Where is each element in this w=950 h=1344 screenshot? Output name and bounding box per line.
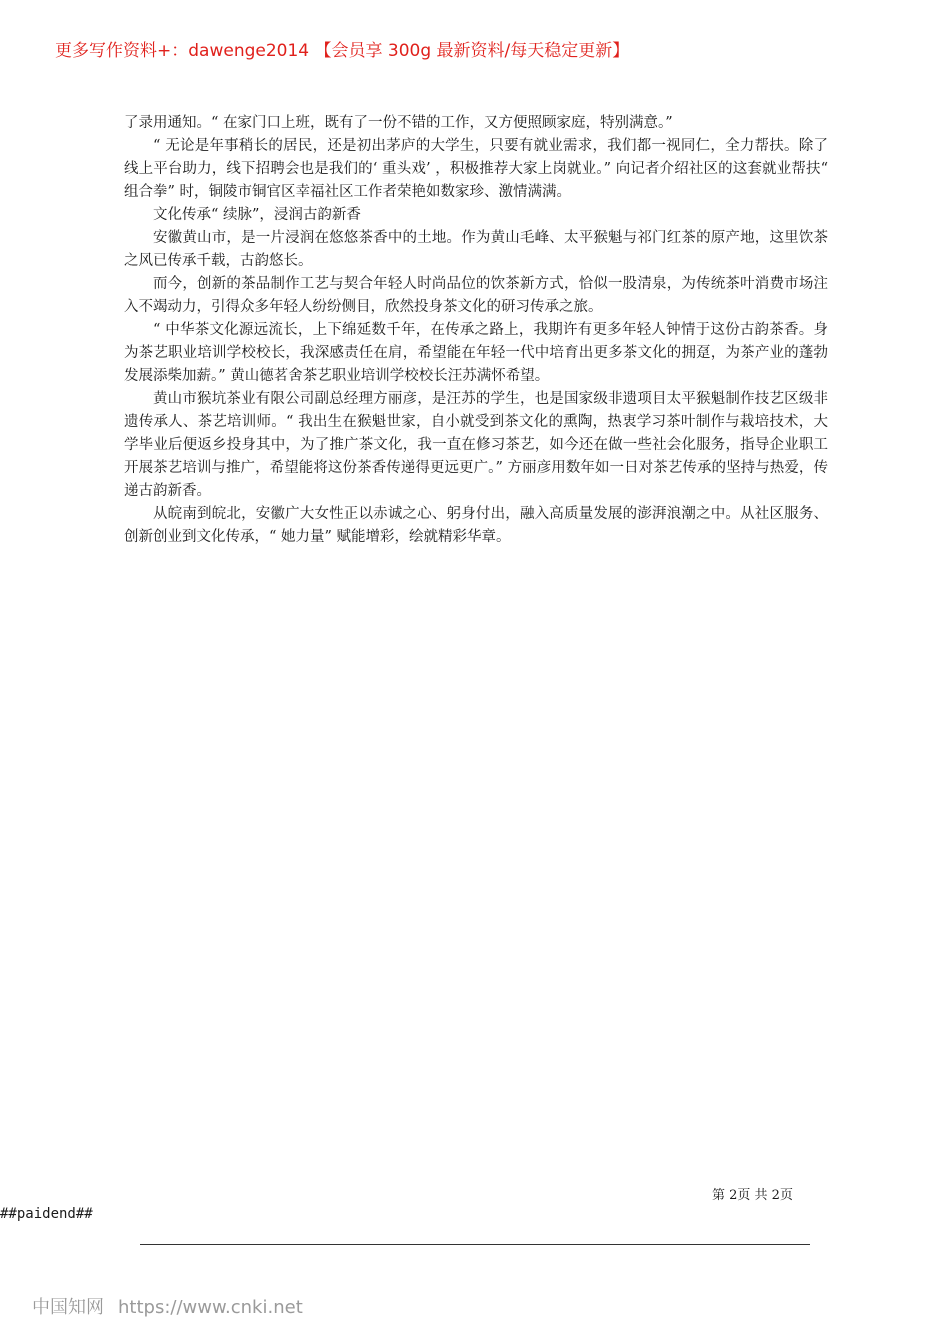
section-heading: 文化传承“ 续脉”，浸润古韵新香 [153, 207, 361, 223]
paid-end-marker: ##paidend## [0, 1206, 93, 1222]
article-paragraph: 而今，创新的茶品制作工艺与契合年轻人时尚品位的饮茶新方式，恰似一股清泉，为传统茶叶消费市场注入不竭动力，引得众多年轻人纷纷侧目，欣然投身茶文化的研习传承之旅。 [124, 276, 828, 315]
article-paragraph: “ 中华茶文化源远流长，上下绵延数千年，在传承之路上，我期许有更多年轻人钟情于这份古韵茶香。身为茶艺职业培训学校校长，我深感责任在肩，希望能在年轻一代中培育出更多茶文化的拥趸，为茶产业的蓬勃发展添柴加薪。” 黄山德茗舍茶艺职业培训学校校长汪苏满怀希望。 [124, 322, 828, 384]
article-paragraph: 从皖南到皖北，安徽广大女性正以赤诚之心、躬身付出，融入高质量发展的澎湃浪潮之中。从社区服务、创新创业到文化传承，“ 她力量” 赋能增彩，绘就精彩华章。 [124, 506, 828, 545]
article-paragraph: 黄山市猴坑茶业有限公司副总经理方丽彦，是汪苏的学生，也是国家级非遗项目太平猴魁制作技艺区级非遗传承人、茶艺培训师。“ 我出生在猴魁世家，自小就受到茶文化的熏陶，热衷学习茶叶制作与栽培技术，大学毕业后便返乡投身其中，为了推广茶文化，我一直在修习茶艺，如今还在做一些社会化服务，指导企业职工开展茶艺培训与推广，希望能将这份茶香传递得更远更广。” 方丽彦用数年如一日对茶艺传承的坚持与热爱，传递古韵新香。 [124, 391, 828, 499]
cnki-watermark [32, 1293, 303, 1319]
article-paragraph: 安徽黄山市，是一片浸润在悠悠茶香中的土地。作为黄山毛峰、太平猴魁与祁门红茶的原产地，这里饮茶之风已传承千载，古韵悠长。 [124, 230, 828, 269]
footer-divider [140, 1244, 810, 1245]
promo-banner: 更多写作资料+：dawenge2014 【会员享 300g 最新资料/每天稳定更新】 [55, 41, 630, 61]
page-number: 第 2页 共 2页 [712, 1188, 793, 1203]
article-body [124, 112, 828, 549]
article-paragraph: “ 无论是年事稍长的居民，还是初出茅庐的大学生，只要有就业需求，我们都一视同仁，全力帮扶。除了线上平台助力，线下招聘会也是我们的‘ 重头戏’ ，积极推荐大家上岗就业。” 向记者介绍社区的这套就业帮扶“ 组合拳” 时，铜陵市铜官区幸福社区工作者荣艳如数家珍、激情满满。 [124, 138, 828, 200]
watermark-brand: 中国知网 [32, 1297, 104, 1318]
watermark-url: https://www.cnki.net [118, 1297, 303, 1318]
article-paragraph: 了录用通知。“ 在家门口上班，既有了一份不错的工作，又方便照顾家庭，特别满意。” [124, 115, 673, 131]
